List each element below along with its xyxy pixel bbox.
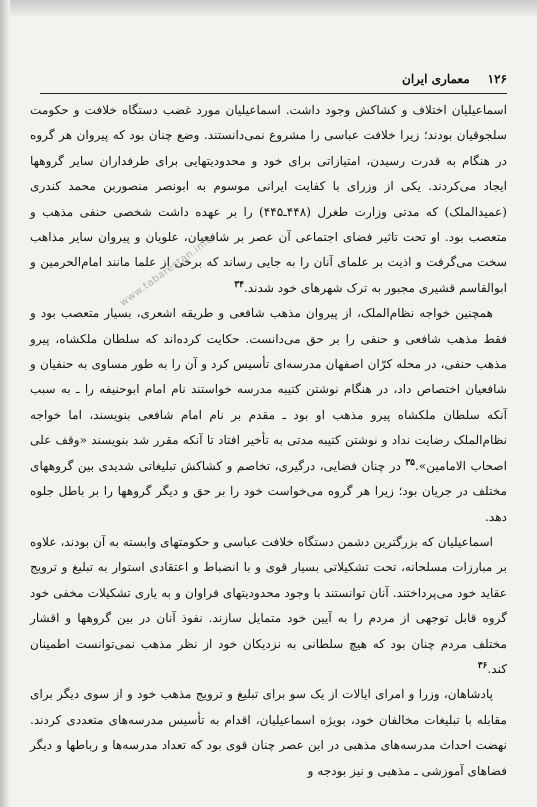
paragraph-1 [30,98,507,301]
paragraph-2 [30,301,507,530]
paragraph-text: همچنین خواجه نظام‌الملک، از پیروان مذهب شافعی و طریقه اشعری، بسیار متعصب بود و فقط مذهب شافعی و حنفی را بر حق می‌دانست. حکایت کرده‌اند که سلطان ملکشاه، پیرو مذهب حنفی، در محله کرّان اصفهان مدرسه‌ای تأسیس کرد و آن را به طور مساوی به حنفیان و شافعیان اختصاص داد، در هنگام نوشتن کتیبه مدرسه خواستند نام امام ابوحنیفه را ـ به سبب آنکه سلطان ملکشاه پیرو مذهب او بود ـ مقدم بر نام امام شافعی بنویسند، اما خواجه نظام‌الملک رضایت نداد و نوشتن کتیبه مدتی به تأخیر افتاد تا آنکه مقرر شد بنویسند «وقف علی اصحاب الامامین». [30,306,507,473]
page-number: ۱۲۶ [487,72,507,86]
running-header [40,68,507,90]
paragraph-3 [30,530,507,682]
body-text [30,98,507,784]
paragraph-text: اسماعیلیان که بزرگترین دشمن دستگاه خلافت عباسی و حکومتهای وابسته به آن بودند، علاوه بر مبارزات مسلحانه، تحت تشکیلاتی بسیار قوی و با انضباط و اعتقادی استوار به تبلیغ و ترویج عقاید خود می‌پرداختند. آنان توانستند با وجود محدودیتهای فراوان و به یاری تشکیلات مخفی خود گروه قابل توجهی از مردم را به آیین خود متمایل سازند. نفوذ آنان در بین گروهها و اقشار مختلف مردم چنان بود که هیچ سلطانی به نزدیکان خود از نظر مذهب نمی‌توانست اطمینان کند. [30,534,507,676]
footnote-marker: ۳۴ [234,279,244,290]
paragraph-4 [30,682,507,784]
page-top-shadow [0,0,537,18]
page-gutter-shadow [0,0,10,807]
book-title: معماری ایران [402,72,470,86]
footnote-marker: ۳۵ [405,457,416,468]
paragraph-text: اسماعیلیان اختلاف و کشاکش وجود داشت. اسماعیلیان مورد غضب دستگاه خلافت و حکومت سلجوقیان بودند؛ زیرا خلافت عباسی را مشروع نمی‌دانستند. وضع چنان بود که پیروان هر گروه در هنگام به قدرت رسیدن، امتیازاتی برای خود و محدودیتهایی برای طرفداران سایر گروهها ایجاد می‌کردند. یکی از وزرای با کفایت ایرانی موسوم به ابونصر منصوربن محمد کندری (عمیدالملک) که مدتی وزارت طغرل (۴۴۸ـ۴۴۵) را بر عهده داشت شخصی حنفی مذهب و متعصب بود. او تحت تاثیر فضای اجتماعی آن عصر بر شافعیان، علویان و پیروان سایر مذاهب سخت می‌گرفت و اذیت بر علمای آنان را به جایی رساند که برخی از علما مانند امام‌الحرمین و ابوالقاسم قشیری مجبور به ترک شهرهای خود شدند. [30,103,507,295]
footnote-marker: ۳۶ [477,660,488,671]
paragraph-text-continued: در چنان فضایی، درگیری، تخاصم و کشاکش تبلیغاتی شدیدی بین گروههای مختلف در جریان بود؛ زیرا هر گروه می‌خواست خود را بر حق و دیگر گروهها را بر باطل جلوه دهد. [30,458,507,524]
header-rule [40,93,507,94]
paragraph-text: پادشاهان، وزرا و امرای ایالات از یک سو برای تبلیغ و ترویج مذهب خود و از سوی دیگر برای مقابله با تبلیغات مخالفان خود، بویژه اسماعیلیان، اقدام به تأسیس مدرسه‌های متعددی کردند. نهضت احداث مدرسه‌های مذهبی در این عصر چنان قوی بود که تعداد مدرسه‌ها و رباطها و دیگر فضاهای آموزشی ـ مذهبی و نیز بودجه و [30,687,507,778]
watermark: www.tabarestan.info [118,233,216,309]
